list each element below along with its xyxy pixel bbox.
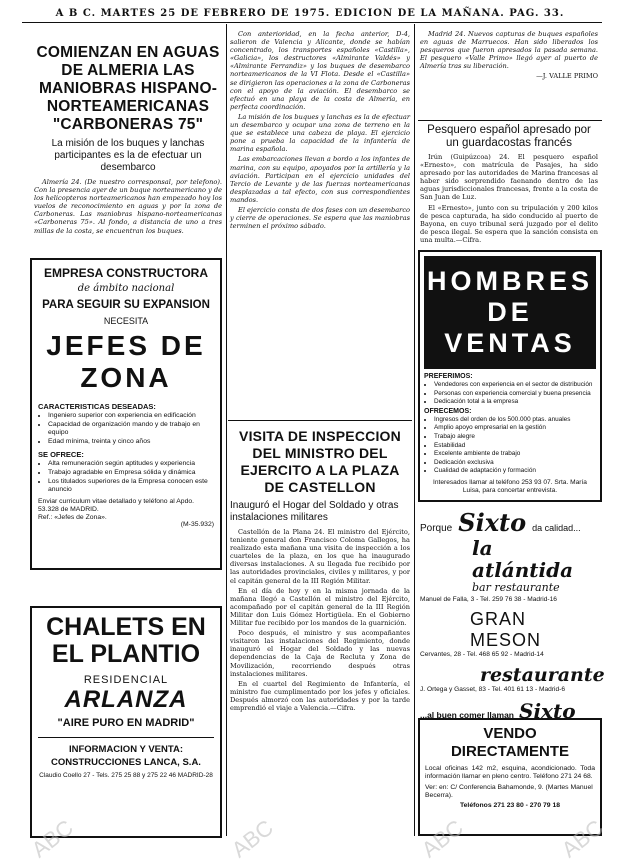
- ad-info: INFORMACION Y VENTA:: [68, 744, 183, 755]
- ad-title-3: PARA SEGUIR SU EXPANSION: [42, 299, 210, 311]
- article-pesqueros: [420, 30, 598, 118]
- article-almeria-continued: [230, 30, 410, 418]
- article-almeria: [34, 44, 222, 237]
- ad-calidad: da calidad...: [532, 523, 581, 533]
- list-item: • Edad mínima, treinta y cinco años: [48, 438, 214, 446]
- ad-list: [38, 412, 214, 446]
- ad-brand: ARLANZA: [64, 686, 188, 713]
- body-text: Madrid 24. Nuevos capturas de buques españoles en aguas de Marruecos. Han sido liberados los pesqueros que fueron apresados la pasada semana. El pesquero «Valle Primo» llegó ayer al puerto de Almería tras su liberación.: [420, 30, 598, 71]
- body-text: En el cuartel del Regimiento de Infantería, el ministro fue cumplimentado por los jefes y oficiales. Después almorzó con las autoridades y por la tarde emprendió el viaje a Valencia.—Cifra.: [230, 679, 410, 712]
- article-pesquero-apresado: [420, 124, 598, 242]
- ad-slogan: "AIRE PURO EN MADRID": [57, 717, 195, 729]
- ad-big-title: JEFES DE ZONA: [46, 330, 206, 393]
- restaurant-address: Cervantes, 28 - Tel. 468 65 92 - Madrid-14: [420, 651, 544, 658]
- ad-vendo-directamente: [418, 718, 602, 836]
- ad-big-title: CHALETS EN EL PLANTIO: [46, 613, 206, 668]
- list-item: • Los titulados superiores de la Empresa conocen este anuncio: [48, 478, 214, 494]
- ad-body: Local oficinas 142 m2, esquina, acondicionado. Toda información llamar en pleno centro. Teléfono 271 24 68.: [425, 765, 595, 780]
- body-text: Irún (Guipúzcoa) 24. El pesquero español «Ernesto», con matrícula de Pasajes, ha sido apresado por las autoridades de Marina francesas al haber sido sorprendido faenando dentro de las aguas jurisdiccionales francesas, frente a la costa de San Juan de Luz.: [420, 153, 598, 202]
- header-rule: [22, 22, 602, 23]
- section-rule: [228, 420, 412, 421]
- body-text: La misión de los buques y lanchas es la de efectuar un desembarco y ocupar una zona de terreno en la que se establece una cabeza de playa. El ejercicio pone a prueba la capacidad de la infantería de marina española.: [230, 112, 410, 154]
- list-item: • Cualidad de adaptación y formación: [434, 467, 596, 475]
- body-text: Castellón de la Plana 24. El ministro del Ejército, teniente general don Francisco Coloma Gallegos, ha realizado esta mañana una visita de inspección a los cuarteles de la plaza, en los que ha inaugurado diversas instalaciones. A su llegada fue recibido por las autoridades provinciales, civiles y militares, y por el capitán general de la III Región Militar.: [230, 528, 410, 585]
- ad-section-title: PREFERIMOS:: [424, 373, 473, 380]
- body-text: Con anterioridad, en la fecha anterior, D-4, salieron de Valencia y Alicante, donde se habían concentrado, los transportes españoles «Castilla», «Galicia», los destructores «Almirante Valdés» y «Almirante Ferrandiz» y los buques de desembarco norteamericanos de la VI Flota. Desde el «Castilla» se dirigieron las operaciones a la zona de Carboneras con el apoyo de la aviación. El desembarco se efectuó en una playa de la costa de Almería, en perfecta coordinación.: [230, 30, 410, 111]
- list-item: • Capacidad de organización mando y de trabajo en equipo: [48, 421, 214, 437]
- restaurant-address: Manuel de Falla, 3 - Tel. 259 76 38 - Madrid-16: [420, 596, 557, 603]
- ad-big-title: HOMBRES DE VENTAS: [424, 256, 596, 369]
- ad-residencial: RESIDENCIAL: [83, 674, 169, 686]
- article-castellon: [230, 428, 410, 836]
- watermark: ABC: [26, 814, 78, 863]
- list-item: • Dedicación total a la empresa: [434, 398, 596, 406]
- headline: Pesquero español apresado por un guardacostas francés: [427, 124, 591, 149]
- ad-rule: [38, 737, 214, 738]
- ad-porque: Porque: [420, 523, 453, 534]
- ad-brand: Sixto: [519, 699, 576, 723]
- list-item: • Vendedores con experiencia en el sector de distribución: [434, 381, 596, 389]
- restaurant-name: la atlántida: [472, 536, 574, 582]
- subheadline: Inauguró el Hogar del Soldado y otras instalaciones militares: [230, 500, 399, 523]
- ad-section-title: CARACTERISTICAS DESEADAS:: [38, 402, 156, 411]
- subheadline: La misión de los buques y lanchas participantes es la de efectuar un desembarco: [51, 138, 205, 173]
- ad-ref: Ref.: «Jefes de Zona».: [38, 514, 107, 521]
- body-text: Las embarcaciones llevan a bordo a los infantes de marina, con su equipo, apoyados por la artillería y la aviación. Participan en el ejercicio unidades del Tercio de Levante y de las fuerzas norteamericanas desplazadas a tal efecto, con sus correspondientes mandos.: [230, 155, 410, 204]
- body-text: Almería 24. (De nuestro corresponsal, por telefono). Con la presencia ayer de un buque norteamericano y de los helicopteros norteamericanos han empezado hoy los vuelos de reconocimiento en aguas y por la zona de Carboneras. Las maniobras hispano-norteamericanas «Carboneras 75». Al fondo, a distancia de uno a tres millas de la costa, se encuentran los buques.: [34, 178, 222, 235]
- restaurant-name: restaurante: [480, 664, 605, 686]
- ad-title: EMPRESA CONSTRUCTORA: [43, 266, 208, 280]
- ad-phone: Teléfonos 271 23 80 - 270 79 18: [460, 802, 560, 809]
- list-item: • Excelente ambiente de trabajo: [434, 450, 596, 458]
- ad-title-2: de ámbito nacional: [77, 283, 175, 294]
- ad-list: [38, 460, 214, 494]
- restaurant-sub: bar restaurante: [472, 581, 560, 594]
- ad-jefes-de-zona: [30, 258, 222, 570]
- list-item: • Alta remuneración según aptitudes y experiencia: [48, 460, 214, 468]
- watermark: ABC: [416, 814, 468, 863]
- section-rule: [418, 120, 602, 121]
- restaurant-name: GRAN MESON: [470, 609, 542, 650]
- ad-footer: Interesados llamar al teléfono 253 93 07. Srta. María Luisa, para concertar entrevista.: [433, 478, 587, 494]
- headline: COMIENZAN EN AGUAS DE ALMERIA LAS MANIOBRAS HISPANO-NORTEAMERICANAS "CARBONERAS 75": [36, 44, 220, 133]
- restaurant-address: J. Ortega y Gasset, 83 - Tel. 401 61 13 - Madrid-6: [420, 686, 566, 693]
- byline: —J. VALLE PRIMO: [536, 72, 598, 81]
- column-divider: [414, 24, 415, 836]
- body-text: El «Ernesto», junto con su tripulación y 200 kilos de pesca capturada, ha sido conducido al puerto de Bayona, en cuyo tribunal será juzgado por el delito de pesca ilegal. Se espera que la sanción consista en una multa.—Cifra.: [420, 203, 598, 244]
- ad-big-title: VENDO DIRECTAMENTE: [450, 725, 570, 760]
- list-item: • Trabajo alegre: [434, 433, 596, 441]
- ad-address: Claudio Coello 27 - Tels. 275 25 88 y 275 22 46 MADRID-28: [39, 772, 213, 779]
- watermark: ABC: [556, 814, 608, 863]
- ad-footer: Enviar curriculum vitae detallado y teléfono al Apdo. 53.328 de MADRID.: [38, 498, 195, 513]
- list-item: • Ingeniero superior con experiencia en edificación: [48, 412, 214, 420]
- ad-chalets: [30, 606, 222, 838]
- column-divider: [226, 24, 227, 836]
- ad-list: [424, 381, 596, 406]
- ad-section-title: SE OFRECE:: [38, 450, 84, 459]
- body-text: El ejercicio consta de dos fases con un desembarco y cierre de operaciones. Se espera que las maniobras terminen el próximo sábado.: [230, 205, 410, 231]
- list-item: • Ingresos del orden de los 500.000 ptas. anuales: [434, 416, 596, 424]
- page-header: A B C. MARTES 25 DE FEBRERO DE 1975. EDICION DE LA MAÑANA. PAG. 33.: [55, 8, 565, 19]
- ad-contact: Ver: en: C/ Conferencia Bahamonde, 9. (Martes Manuel Becerra).: [425, 784, 593, 799]
- ad-necesita: NECESITA: [103, 316, 149, 326]
- ad-brand: Sixto: [458, 508, 527, 537]
- list-item: • Trabajo agradable en Empresa sólida y dinámica: [48, 469, 214, 477]
- ad-code: (M-35.932): [180, 521, 214, 528]
- ad-sixto: [420, 508, 605, 723]
- ad-company: CONSTRUCCIONES LANCA, S.A.: [51, 757, 201, 768]
- watermark: ABC: [226, 814, 278, 863]
- list-item: • Dedicación exclusiva: [434, 459, 596, 467]
- list-item: • Personas con experiencia comercial y buena presencia: [434, 390, 596, 398]
- body-text: En el día de hoy y en la misma jornada de la mañana llegó a Castellón el ministro del Ejército, acompañado por el capitán general de la III Región Militar don Luis Gómez Hortigüela. En el Gobierno Militar fue recibido por los mandos de la guarnición.: [230, 586, 410, 628]
- list-item: • Amplio apoyo empresarial en la gestión: [434, 424, 596, 432]
- headline: VISITA DE INSPECCION DEL MINISTRO DEL EJERCITO A LA PLAZA DE CASTELLON: [239, 428, 401, 495]
- list-item: • Estabilidad: [434, 442, 596, 450]
- body-text: Poco después, el ministro y sus acompañantes visitaron las instalaciones del Regimiento, donde inauguró el Hogar del Soldado y las nuevas dependencias de la Caja de Recluta y Zona de Movilización, recorriendo después otras instalaciones militares.: [230, 629, 410, 678]
- ad-tagline: ...al buen comer llaman: [420, 710, 515, 720]
- ad-list: [424, 416, 596, 475]
- ad-section-title: OFRECEMOS:: [424, 407, 472, 415]
- ad-hombres-de-ventas: [418, 250, 602, 502]
